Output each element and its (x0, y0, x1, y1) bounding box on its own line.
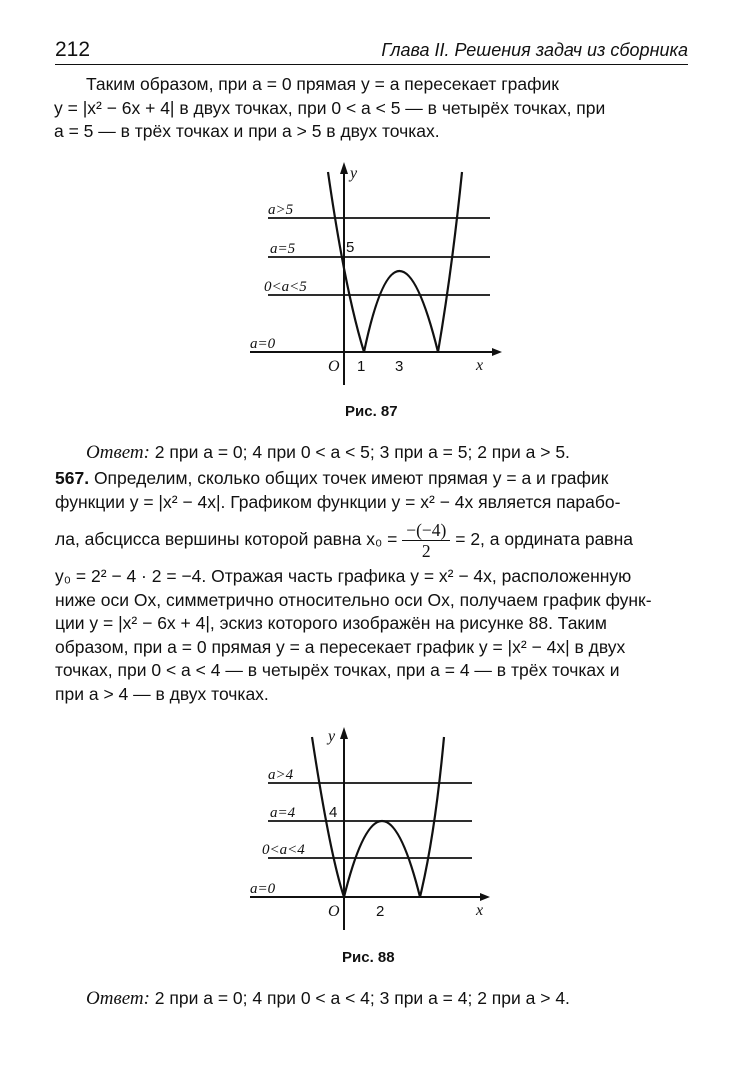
fig87-y-arrow (340, 162, 348, 174)
fig87-tick-3: 3 (395, 358, 404, 375)
fig87-tick-5: 5 (346, 239, 355, 256)
fig87-label-a-eq: a=5 (270, 241, 296, 257)
answer-2-text: 2 при a = 0; 4 при 0 < a < 4; 3 при a = 4; 2 при a > 4. (154, 988, 570, 1008)
intro-line-2: y = |x² − 6x + 4| в двух точках, при 0 < a < 5 — в четырёх точках, при (54, 97, 606, 118)
problem-567-line-3 (55, 520, 688, 561)
problem-567-line-5: ниже оси Ox, симметрично относительно оси Ox, получаем график функ- (55, 589, 652, 610)
problem-567-line-1 (55, 467, 688, 491)
problem-number: 567. (55, 468, 90, 488)
fraction-numerator: −(−4) (402, 520, 450, 541)
fig88-label-a-zero: a=0 (250, 881, 276, 897)
answer-1-text: 2 при a = 0; 4 при 0 < a < 5; 3 при a = 5; 2 при a > 5. (154, 442, 570, 462)
figure-87-caption: Рис. 87 (345, 403, 398, 420)
problem-567-line-2: функции y = |x² − 4x|. Графиком функции y = x² − 4x является парабо- (55, 491, 621, 512)
fig88-y-arrow (340, 727, 348, 739)
fraction-denominator: 2 (421, 541, 431, 561)
fig87-tick-1: 1 (357, 358, 366, 375)
vertex-fraction (402, 520, 450, 561)
fig88-label-x: x (476, 902, 484, 919)
problem-567-text-3a: ла, абсцисса вершины которой равна x₀ = (55, 529, 398, 550)
fig88-label-y: y (328, 728, 336, 745)
problem-567-line-9: при a > 4 — в двух точках. (55, 683, 269, 704)
answer-1-label: Ответ: (86, 442, 150, 463)
fig87-label-a-mid: 0<a<5 (264, 279, 307, 295)
chapter-title: Глава II. Решения задач из сборника (381, 40, 688, 60)
answer-2-label: Ответ: (86, 988, 150, 1009)
page-number: 212 (55, 38, 91, 61)
fig88-tick-4: 4 (329, 804, 338, 821)
problem-567-line-6: ции y = |x² − 6x + 4|, эскиз которого изображён на рисунке 88. Таким (55, 613, 607, 633)
problem-567-text-3b: = 2, а ордината равна (455, 529, 634, 550)
problem-567-line-8: точках, при 0 < a < 4 — в четырёх точках, при a = 4 — в трёх точках и (55, 660, 620, 680)
fig88-label-origin: O (328, 903, 340, 920)
figure-88 (240, 725, 510, 930)
problem-567-line-7: образом, при a = 0 прямая y = a пересекает график y = |x² − 4x| в двух (55, 636, 626, 657)
answer-1 (86, 442, 570, 464)
fig87-x-arrow (492, 348, 502, 356)
intro-line-1: Таким образом, при a = 0 прямая y = a пересекает график (86, 74, 559, 94)
fig87-label-x: x (476, 357, 484, 374)
fig88-label-a-mid: 0<a<4 (262, 842, 305, 858)
fig88-label-a-eq: a=4 (270, 805, 296, 821)
fig87-label-a-zero: a=0 (250, 336, 276, 352)
intro-paragraph (54, 73, 688, 144)
fig87-label-origin: O (328, 358, 340, 375)
problem-567 (55, 467, 688, 706)
answer-2 (86, 988, 570, 1010)
page-header (55, 38, 688, 65)
intro-line-3: a = 5 — в трёх точках и при a > 5 в двух точках. (54, 121, 440, 141)
fig88-tick-2: 2 (376, 903, 385, 920)
problem-567-text-1: Определим, сколько общих точек имеют прямая y = a и график (93, 468, 609, 488)
problem-567-line-4: y₀ = 2² − 4 · 2 = −4. Отражая часть графика y = x² − 4x, расположенную (55, 566, 632, 586)
fig88-x-arrow (480, 893, 490, 901)
fig87-graph-curve (328, 172, 462, 352)
figure-88-caption: Рис. 88 (342, 949, 395, 966)
fig87-label-a-gt: a>5 (268, 202, 294, 218)
fig87-label-y: y (350, 165, 358, 182)
figure-87 (240, 160, 510, 385)
fig88-label-a-gt: a>4 (268, 767, 294, 783)
